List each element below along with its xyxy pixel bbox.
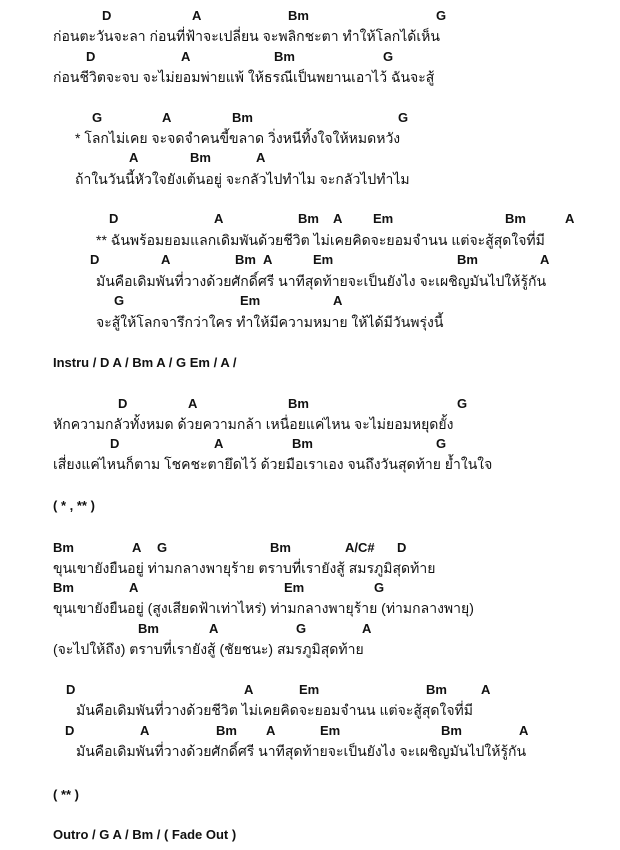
chord: A [188, 396, 198, 411]
chord: Bm [53, 540, 74, 555]
label-text: Outro / G A / Bm / ( Fade Out ) [53, 827, 237, 842]
chord: A [362, 621, 372, 636]
chord-line [0, 47, 620, 67]
chord: Bm [288, 8, 309, 23]
lyric-text: มันคือเดิมพันที่วางด้วยชีวิต ไม่เคยคิดจะยอมจำนน แต่จะสู้สุดใจที่มี [76, 702, 474, 718]
chord: Bm [288, 396, 309, 411]
chord: Bm [216, 723, 237, 738]
chord: Bm [292, 436, 313, 451]
chord: Bm [426, 682, 447, 697]
lyric-text: เสี่ยงแค่ไหนก็ตาม โชคชะตายึดไว้ ด้วยมือเราเอง จนถึงวันสุดท้าย ย้ำในใจ [53, 456, 493, 472]
chord: G [296, 621, 307, 636]
chord: G [114, 293, 125, 308]
chord-line [0, 6, 620, 26]
chord: Bm [232, 110, 253, 125]
chord: Bm [190, 150, 211, 165]
chord: Bm [457, 252, 478, 267]
chord: G [398, 110, 409, 125]
chord-line [0, 434, 620, 454]
chord: A [129, 580, 139, 595]
lyric-line [0, 558, 620, 578]
chord: Em [313, 252, 334, 267]
chord: D [86, 49, 96, 64]
chord: Em [320, 723, 341, 738]
chord-line [0, 721, 620, 741]
chord-line [0, 148, 620, 168]
chord: A [129, 150, 139, 165]
chord: G [457, 396, 468, 411]
lyric-line [0, 454, 620, 474]
label-text: ( * , ** ) [53, 498, 95, 513]
chord: Bm [270, 540, 291, 555]
lyric-line [0, 312, 620, 332]
chord: Bm [274, 49, 295, 64]
chord: Bm [53, 580, 74, 595]
section-label [0, 825, 620, 845]
chord: A [209, 621, 219, 636]
chord: D [65, 723, 75, 738]
chord: G [92, 110, 103, 125]
chord-line [0, 108, 620, 128]
chord: D [109, 211, 119, 226]
label-text: Instru / D A / Bm A / G Em / A / [53, 355, 237, 370]
lyric-line [0, 271, 620, 291]
chord-line [0, 394, 620, 414]
chord: A [266, 723, 276, 738]
chord: D [110, 436, 120, 451]
chord-line [0, 250, 620, 270]
lyric-line [0, 414, 620, 434]
chord: A [192, 8, 202, 23]
lyric-line [0, 639, 620, 659]
chord: Bm [441, 723, 462, 738]
chord: A [244, 682, 254, 697]
chord: Bm [298, 211, 319, 226]
chord: A [132, 540, 142, 555]
chord: G [436, 436, 447, 451]
lyric-text: ** ฉันพร้อมยอมแลกเดิมพันด้วยชีวิต ไม่เคยคิดจะยอมจำนน แต่จะสู้สุดใจที่มี [96, 232, 545, 248]
lyric-text: จะสู้ให้โลกจารึกว่าใคร ทำให้มีความหมาย ให้ได้มีวันพรุ่งนี้ [96, 314, 444, 330]
chord-line [0, 619, 620, 639]
chord: G [157, 540, 168, 555]
chord: A [256, 150, 266, 165]
chord: A [519, 723, 529, 738]
chord: A/C# [345, 540, 375, 555]
lyric-line [0, 230, 620, 250]
chord: A [333, 293, 343, 308]
chord: A [540, 252, 550, 267]
chord: A [214, 436, 224, 451]
chord: A [214, 211, 224, 226]
lyric-text: ถ้าในวันนี้หัวใจยังเต้นอยู่ จะกลัวไปทำไม จะกลัวไปทำไม [75, 171, 410, 187]
lyric-line [0, 741, 620, 761]
chord: Em [284, 580, 305, 595]
chord: D [118, 396, 128, 411]
label-text: ( ** ) [53, 787, 79, 802]
chord: G [383, 49, 394, 64]
chord-line [0, 291, 620, 311]
lyric-line [0, 26, 620, 46]
lyric-line [0, 700, 620, 720]
chord: A [181, 49, 191, 64]
section-label [0, 353, 620, 373]
lyric-line [0, 598, 620, 618]
chord: Bm [235, 252, 256, 267]
chord-line [0, 209, 620, 229]
lyric-text: มันคือเดิมพันที่วางด้วยศักดิ์ศรี นาทีสุดท้ายจะเป็นยังไง จะเผชิญมันไปให้รู้กัน [76, 743, 527, 759]
section-label [0, 496, 620, 516]
lyric-line [0, 169, 620, 189]
chord: G [436, 8, 447, 23]
chord: A [161, 252, 171, 267]
chord: D [66, 682, 76, 697]
chord: A [263, 252, 273, 267]
lyric-text: ขุนเขายังยืนอยู่ ท่ามกลางพายุร้าย ตราบที่เรายังสู้ สมรภูมิสุดท้าย [53, 560, 436, 576]
chord: A [162, 110, 172, 125]
chord: Bm [138, 621, 159, 636]
chord: G [374, 580, 385, 595]
chord: A [565, 211, 575, 226]
chord: D [90, 252, 100, 267]
chord-line [0, 680, 620, 700]
chord: Bm [505, 211, 526, 226]
chord: Em [373, 211, 394, 226]
chord: A [333, 211, 343, 226]
chord-line [0, 538, 620, 558]
chord: Em [299, 682, 320, 697]
lyric-text: หักความกลัวทั้งหมด ด้วยความกล้า เหนื่อยแค่ไหน จะไม่ยอมหยุดยั้ง [53, 416, 454, 432]
chord-line [0, 578, 620, 598]
chord: A [140, 723, 150, 738]
lyric-text: ก่อนตะวันจะลา ก่อนที่ฟ้าจะเปลี่ยน จะพลิกชะตา ทำให้โลกได้เห็น [53, 28, 440, 44]
lyric-line [0, 128, 620, 148]
lyric-text: * โลกไม่เคย จะจดจำคนขี้ขลาด วิ่งหนีทิ้งใจให้หมดหวัง [75, 130, 401, 146]
chord: D [102, 8, 112, 23]
lyric-text: มันคือเดิมพันที่วางด้วยศักดิ์ศรี นาทีสุดท้ายจะเป็นยังไง จะเผชิญมันไปให้รู้กัน [96, 273, 547, 289]
lyric-text: ขุนเขายังยืนอยู่ (สูงเสียดฟ้าเท่าไหร่) ท่ามกลางพายุร้าย (ท่ามกลางพายุ) [53, 600, 474, 616]
lyric-text: (จะไปให้ถึง) ตราบที่เรายังสู้ (ชัยชนะ) สมรภูมิสุดท้าย [53, 641, 364, 657]
lyric-line [0, 67, 620, 87]
chord: Em [240, 293, 261, 308]
chord: D [397, 540, 407, 555]
lyric-text: ก่อนชีวิตจะจบ จะไม่ยอมพ่ายแพ้ ให้ธรณีเป็นพยานเอาไว้ ฉันจะสู้ [53, 69, 435, 85]
chord: A [481, 682, 491, 697]
section-label [0, 785, 620, 805]
